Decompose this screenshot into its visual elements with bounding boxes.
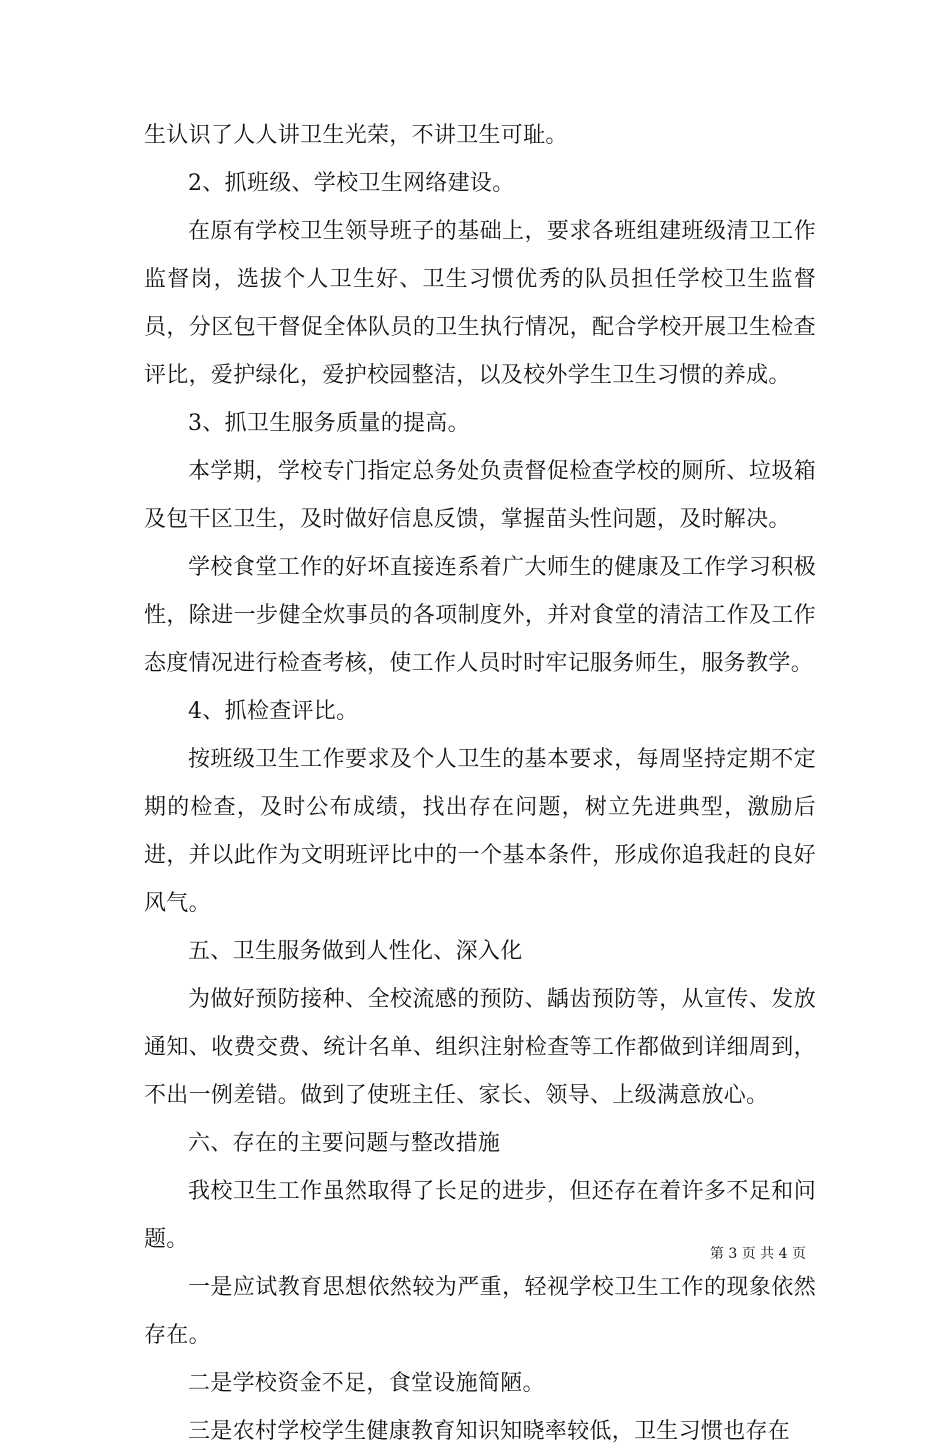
paragraph: 按班级卫生工作要求及个人卫生的基本要求，每周坚持定期不定期的检查，及时公布成绩，找出存在问题，树立先进典型，激励后进，并以此作为文明班评比中的一个基本条件，形成你追我赶的良好风气。 — [144, 747, 816, 916]
paragraph: 二是学校资金不足，食堂设施简陋。 — [188, 1371, 545, 1396]
section-heading: 3、抓卫生服务质量的提高。 — [188, 411, 470, 436]
section-heading: 2、抓班级、学校卫生网络建设。 — [188, 171, 515, 196]
paragraph: 为做好预防接种、全校流感的预防、龋齿预防等，从宣传、发放通知、收费交费、统计名单、组织注射检查等工作都做到详细周到，不出一例差错。做到了使班主任、家长、领导、上级满意放心。 — [144, 987, 816, 1108]
paragraph: 本学期，学校专门指定总务处负责督促检查学校的厕所、垃圾箱及包干区卫生，及时做好信息反馈，掌握苗头性问题，及时解决。 — [144, 459, 816, 532]
paragraph: 我校卫生工作虽然取得了长足的进步，但还存在着许多不足和问题。 — [144, 1179, 816, 1252]
section-heading: 4、抓检查评比。 — [188, 699, 359, 724]
paragraph: 在原有学校卫生领导班子的基础上，要求各班组建班级清卫工作监督岗，选拔个人卫生好、卫生习惯优秀的队员担任学校卫生监督员，分区包干督促全体队员的卫生执行情况，配合学校开展卫生检查评比，爱护绿化，爱护校园整洁，以及校外学生卫生习惯的养成。 — [144, 219, 816, 388]
paragraph: 三是农村学校学生健康教育知识知晓率较低，卫生习惯也存在 — [188, 1419, 791, 1444]
paragraph: 生认识了人人讲卫生光荣，不讲卫生可耻。 — [144, 123, 568, 148]
page-number-footer: 第 3 页 共 4 页 — [709, 1246, 806, 1262]
section-heading: 六、存在的主要问题与整改措施 — [188, 1131, 501, 1156]
paragraph: 一是应试教育思想依然较为严重，轻视学校卫生工作的现象依然存在。 — [144, 1275, 816, 1348]
paragraph: 学校食堂工作的好坏直接连系着广大师生的健康及工作学习积极性，除进一步健全炊事员的各项制度外，并对食堂的清洁工作及工作态度情况进行检查考核，使工作人员时时牢记服务师生，服务教学。 — [144, 555, 816, 676]
section-heading: 五、卫生服务做到人性化、深入化 — [188, 939, 523, 964]
